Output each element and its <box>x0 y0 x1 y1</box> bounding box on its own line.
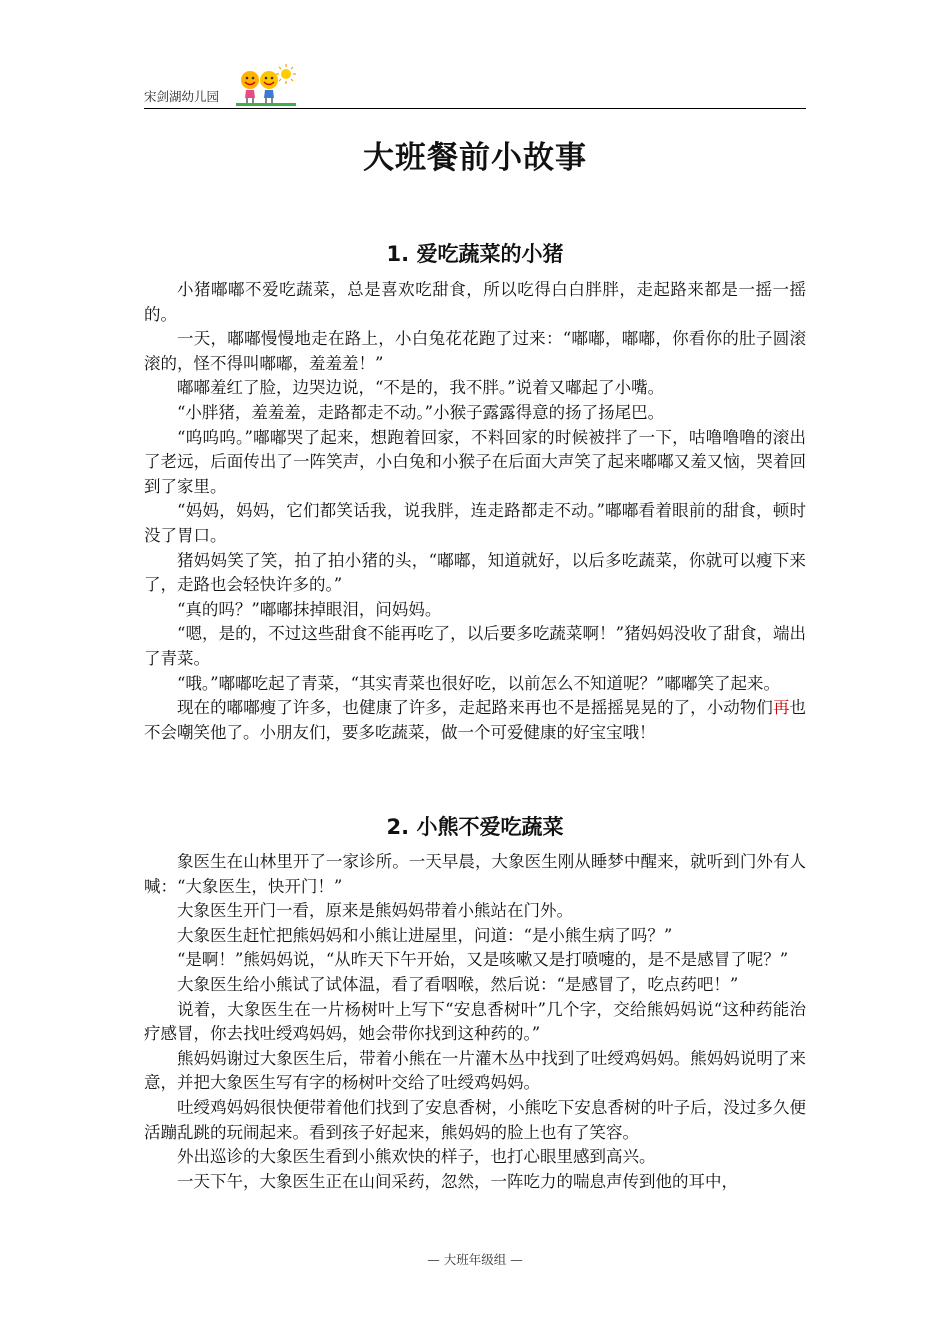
paragraph: 小猪嘟嘟不爱吃蔬菜，总是喜欢吃甜食，所以吃得白白胖胖，走起路来都是一摇一摇的。 <box>144 280 806 324</box>
page-footer: — 大班年级组 — <box>427 1252 523 1267</box>
paragraph: “小胖猪，羞羞羞，走路都走不动。”小猴子露露得意的扬了扬尾巴。 <box>177 402 665 422</box>
story1-title: 1. 爱吃蔬菜的小猪 <box>386 242 564 266</box>
paragraph: “哦。”嘟嘟吃起了青菜，“其实青菜也很好吃，以前怎么不知道呢？”嘟嘟笑了起来。 <box>177 673 780 693</box>
story2-body <box>144 850 806 1194</box>
document-title: 大班餐前小故事 <box>363 140 587 176</box>
paragraph: 外出巡诊的大象医生看到小熊欢快的样子，也打心眼里感到高兴。 <box>177 1147 656 1167</box>
paragraph: 一天下午，大象医生正在山间采药，忽然，一阵吃力的喘息声传到他的耳中， <box>177 1171 738 1191</box>
paragraph: “呜呜呜。”嘟嘟哭了起来，想跑着回家，不料回家的时候被拌了一下，咕噜噜噜的滚出了老远，后面传出了一阵笑声，小白兔和小猴子在后面大声笑了起来嘟嘟又羞又恼，哭着回到了家里。 <box>144 427 806 496</box>
text-span: 现在的嘟嘟瘦了许多，也健康了许多，走起路来再也不是摇摇晃晃的了，小动物们 <box>177 698 773 718</box>
paragraph: “妈妈，妈妈，它们都笑话我，说我胖，连走路都走不动。”嘟嘟看着眼前的甜食，顿时没了胃口。 <box>144 501 806 545</box>
paragraph: 大象医生给小熊试了试体温，看了看咽喉，然后说：“是感冒了，吃点药吧！” <box>177 974 739 994</box>
paragraph: 猪妈妈笑了笑，拍了拍小猪的头，“嘟嘟，知道就好，以后多吃蔬菜，你就可以瘦下来了，走路也会轻快许多的。” <box>144 550 806 595</box>
paragraph: “是啊！”熊妈妈说，“从昨天下午开始，又是咳嗽又是打喷嚏的，是不是感冒了呢？” <box>177 950 789 970</box>
paragraph: 一天，嘟嘟慢慢地走在路上，小白兔花花跑了过来：“嘟嘟，嘟嘟，你看你的肚子圆滚滚的，怪不得叫嘟嘟，羞羞羞！” <box>144 329 806 373</box>
paragraph: 吐绶鸡妈妈很快便带着他们找到了安息香树，小熊吃下安息香树的叶子后，没过多久便活蹦乱跳的玩闹起来。看到孩子好起来，熊妈妈的脸上也有了笑容。 <box>144 1097 806 1142</box>
paragraph: 象医生在山林里开了一家诊所。一天早晨，大象医生刚从睡梦中醒来，就听到门外有人喊：“大象医生，快开门！” <box>144 852 806 896</box>
story1-body <box>144 278 806 745</box>
paragraph: 熊妈妈谢过大象医生后，带着小熊在一片灌木丛中找到了吐绶鸡妈妈。熊妈妈说明了来意，并把大象医生写有字的杨树叶交给了吐绶鸡妈妈。 <box>144 1048 806 1093</box>
paragraph: “真的吗？”嘟嘟抹掉眼泪，问妈妈。 <box>177 599 442 619</box>
text-span: 也不会嘲笑他了。小朋友们，要多吃蔬菜，做一个可爱健康的好宝宝哦！ <box>144 698 807 742</box>
school-name: 宋剑湖幼儿园 <box>144 89 220 104</box>
paragraph <box>144 696 806 745</box>
paragraph: 说着，大象医生在一片杨树叶上写下“安息香树叶”几个字，交给熊妈妈说“这种药能治疗感冒，你去找吐绶鸡妈妈，她会带你找到这种药的。” <box>144 999 806 1044</box>
paragraph: 大象医生赶忙把熊妈妈和小熊让进屋里，问道：“是小熊生病了吗？” <box>177 925 673 945</box>
story2-title: 2. 小熊不爱吃蔬菜 <box>386 815 564 839</box>
smiley-children-sun-logo-icon <box>236 64 296 106</box>
paragraph: “嗯，是的，不过这些甜食不能再吃了，以后要多吃蔬菜啊！”猪妈妈没收了甜食，端出了青菜。 <box>144 624 806 668</box>
paragraph: 嘟嘟羞红了脸，边哭边说，“不是的，我不胖。”说着又嘟起了小嘴。 <box>177 378 665 398</box>
page-header <box>144 62 806 109</box>
highlighted-word: 再 <box>772 698 790 718</box>
paragraph: 大象医生开门一看，原来是熊妈妈带着小熊站在门外。 <box>177 901 573 921</box>
